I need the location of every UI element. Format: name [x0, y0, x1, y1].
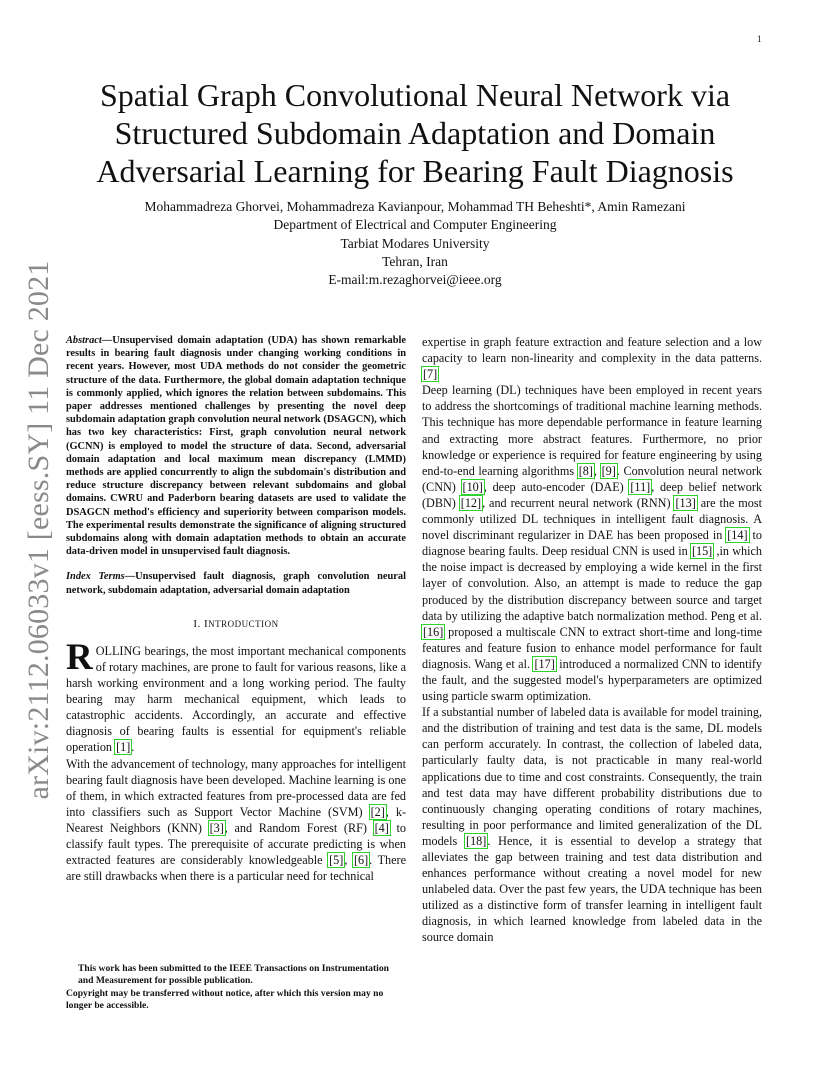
citation-link[interactable]: [2] [370, 804, 385, 819]
text: . [131, 740, 135, 755]
intro-paragraph-1 [66, 636, 406, 756]
abstract-dash: — [101, 335, 113, 346]
text: proposed a multiscale CNN to extract short-time and long-time features and feature fusion to enhance model performance for fault diagnosis. Wang et al. [422, 624, 762, 671]
citation-link[interactable]: [4] [374, 820, 389, 835]
text: . There are still drawbacks when there is a particular need for technical [66, 853, 407, 884]
text: . Hence, it is essential to develop a strategy that alleviates the gap between training and test data distribution and enhances performance without creating a novel model for new unlabeled data. Over the past few years, the UDA technique has been utilized as a distinctive form of transfer learning in intelligent fault diagnosis, in which learned knowledge from labeled data in the source domain [422, 833, 762, 945]
citation-link[interactable]: [8] [578, 463, 593, 478]
text: OLLING bearings, the most important mechanical components of rotary machines, are prone to fault for various reasons, like a harsh working environment and a long working period. The faulty bearing may harm mechanical equipment, which leads to catastrophic accidents. Accordingly, an accurate and effective diagnosis of bearing faults is essential for equipment's reliable operation [66, 643, 406, 755]
page-number: 1 [757, 34, 762, 44]
email: E-mail:m.rezaghorvei@ieee.org [328, 272, 502, 288]
left-column [66, 334, 406, 884]
title-line: Adversarial Learning for Bearing Fault Diagnosis [96, 153, 734, 189]
text: ,in which the noise impact is decreased by employing a wide kernel in the first layer of convolution. Also, an attempt is made to reduce the gap produced by the distribution discrepancy between source and target data by utilizing the adaptive batch normalization method. Peng et al. [422, 544, 762, 623]
text: , [593, 463, 601, 478]
text: , and Random Forest (RF) [224, 820, 374, 835]
text: , k-Nearest Neighbors (KNN) [66, 804, 406, 835]
citation-link[interactable]: [13] [675, 495, 696, 510]
text: Deep learning (DL) techniques have been employed in recent years to address the shortcomings of traditional machine learning methods. This technique has more dependable performance in feature learning and extracting more abstract features. Furthermore, no prior knowledge or experience is required for feature engineering by using end-to-end learning algorithms [422, 383, 762, 478]
text: expertise in graph feature extraction and feature selection and a low capacity to learn non-linearity and complexity in the data patterns. [422, 335, 762, 366]
right-paragraph-1 [422, 334, 762, 382]
text: to diagnose bearing faults. Deep residual CNN is used in [422, 528, 762, 559]
index-terms-dash: — [124, 571, 136, 583]
index-terms-label: Index Terms [66, 571, 125, 583]
text: If a substantial number of labeled data is available for model training, and the distribution of training and test data is the same, DL models can perform accurately. In contrast, the collection of labeled data, particularly faulty data, is not practicable in many real-world applications due to time and cost constraints. Consequently, the train and test data may have different probability distributions due to continuously changing operating conditions of rotary machines, resulting in poor performance and limited generalization of the DL models [422, 705, 762, 848]
department: Department of Electrical and Computer Engineering [273, 217, 557, 233]
citation-link[interactable]: [18] [466, 833, 487, 848]
text: With the advancement of technology, many approaches for intelligent bearing fault diagnosis have been developed. Machine learning is one of them, in which extracted features from pre-processed data are fed into classifiers such as Support Vector Machine (SVM) [66, 756, 406, 819]
citation-link[interactable]: [7] [423, 367, 438, 382]
authors: Mohammadreza Ghorvei, Mohammadreza Kavianpour, Mohammad TH Beheshti*, Amin Ramezani [144, 199, 686, 214]
arxiv-stamp[interactable]: arXiv:2112.06033v1 [eess.SY] 11 Dec 2021 [22, 260, 55, 800]
right-paragraph-3 [422, 704, 762, 945]
title-line: Structured Subdomain Adaptation and Domain [114, 115, 716, 151]
section-heading-introduction [66, 618, 406, 630]
citation-link[interactable]: [6] [353, 853, 369, 868]
paper-title [60, 76, 770, 190]
text: , [344, 853, 353, 868]
index-terms [66, 570, 406, 596]
abstract [66, 334, 406, 558]
citation-link[interactable]: [17] [534, 656, 555, 671]
citation-link[interactable]: [11] [630, 479, 651, 494]
text: , and recurrent neural network (RNN) [482, 495, 675, 510]
university: Tarbiat Modares University [340, 235, 490, 251]
location: Tehran, Iran [382, 253, 448, 269]
index-terms-text: Unsupervised fault diagnosis, graph convolution neural network, subdomain adaptation, adversarial domain adaptation [66, 571, 406, 596]
section-numeral: I. I [193, 617, 209, 630]
intro-paragraph-2 [66, 756, 406, 885]
citation-link[interactable]: [3] [209, 820, 224, 835]
footnote [66, 963, 406, 1013]
abstract-text: Unsupervised domain adaptation (UDA) has shown remarkable results in bearing fault diagnosis under changing working conditions in recent years. However, most UDA methods do not consider the geometric structure of the data. Furthermore, the global domain adaptation technique is commonly applied, which ignores the relation between subdomains. This paper addresses mentioned challenges by presenting the novel deep subdomain adaptation graph convolution neural network (DSAGCN), which has two key characteristics: First, graph convolution neural network (GCNN) is employed to model the structure of data. Second, adversarial domain adaptation and local maximum mean discrepancy (LMMD) methods are applied concurrently to align the subdomain's distribution and reduce structure discrepancy between relevant subdomains and global domains. CWRU and Paderborn bearing datasets are used to validate the DSAGCN method's efficiency and superiority between comparison models. The experimental results demonstrate the significance of aligning structured subdomains along with domain adaptation methods to obtain an accurate data-driven model in unsupervised fault diagnosis. [66, 335, 406, 558]
citation-link[interactable]: [5] [329, 853, 344, 868]
citation-link[interactable]: [9] [601, 463, 616, 478]
footnote-submission: This work has been submitted to the IEEE Transactions on Instrumentation and Measurement for possible publication. [78, 963, 389, 987]
abstract-label: Abstract [66, 335, 102, 346]
right-column [422, 334, 762, 946]
section-title-rest: NTRODUCTION [208, 618, 279, 629]
text: are the most commonly utilized DL techniques in intelligent fault diagnosis. A novel discriminant regularizer in DAE has been proposed in [422, 495, 763, 543]
text: introduced a normalized CNN to identify the fault, and the suggested model's hyperparameters are optimized using particle swarm optimization. [422, 656, 762, 704]
author-affiliation-block [60, 198, 770, 289]
text: , deep auto-encoder (DAE) [483, 479, 630, 494]
citation-link[interactable]: [10] [462, 479, 483, 494]
footnote-copyright: Copyright may be transferred without notice, after which this version may no longer be accessible. [66, 987, 384, 1012]
drop-cap: R [66, 636, 93, 678]
citation-link[interactable]: [16] [423, 624, 444, 639]
citation-link[interactable]: [14] [727, 528, 748, 543]
text: to classify fault types. The prerequisite of accurate predicting is when extracted features are considerably knowledgeable [66, 820, 407, 868]
citation-link[interactable]: [12] [460, 495, 482, 510]
citation-link[interactable]: [1] [116, 740, 131, 755]
right-paragraph-2 [422, 382, 762, 704]
text: . Convolution neural network (CNN) [422, 463, 762, 494]
citation-link[interactable]: [15] [691, 544, 713, 559]
title-line: Spatial Graph Convolutional Neural Network via [99, 77, 731, 113]
text: , deep belief network (DBN) [422, 479, 762, 510]
